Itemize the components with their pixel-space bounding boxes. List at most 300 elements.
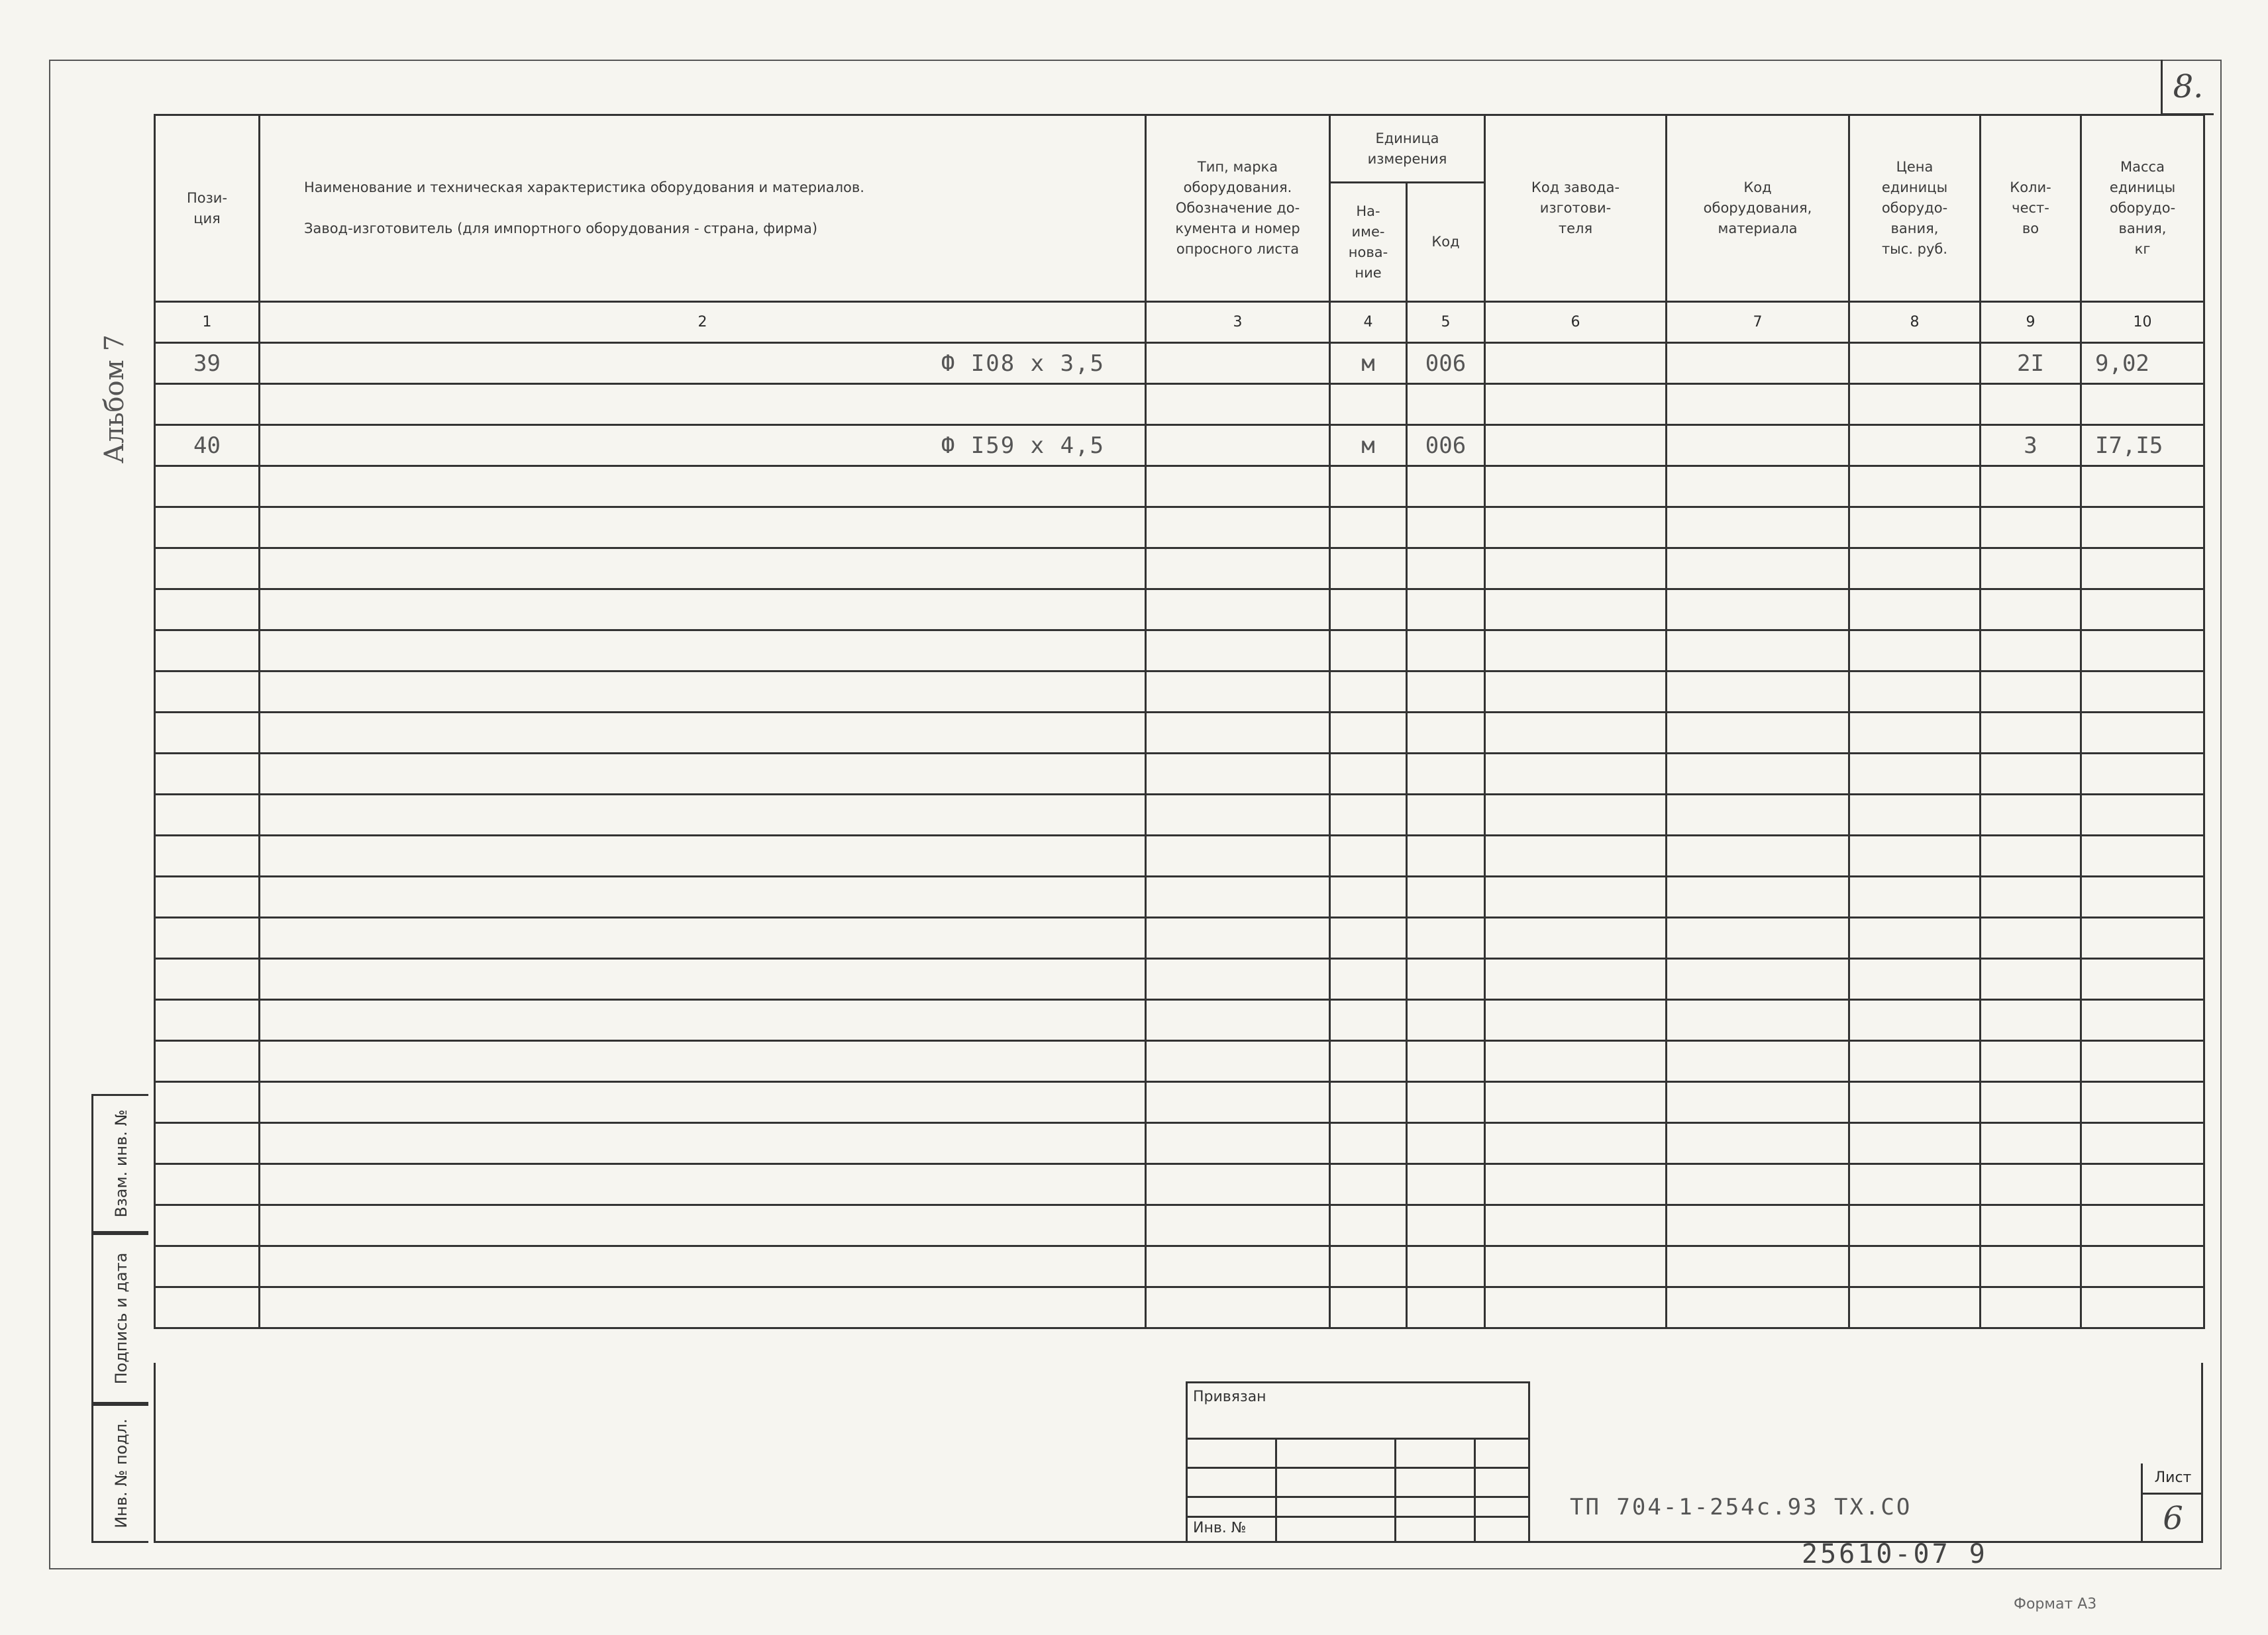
empty-cell — [1849, 1000, 1981, 1041]
empty-cell — [155, 959, 260, 1000]
empty-cell — [155, 1082, 260, 1123]
cell-unit: м — [1330, 343, 1407, 384]
cell-mass: I7,I5 — [2081, 425, 2204, 466]
empty-cell — [1667, 1164, 1849, 1205]
privyazan-block — [1186, 1381, 1530, 1543]
sheet-box — [2141, 1463, 2203, 1543]
header-price: Цена единицы оборудо- вания, тыс. руб. — [1849, 115, 1981, 302]
empty-cell — [1849, 918, 1981, 959]
empty-cell — [1485, 630, 1667, 671]
privyazan-rule — [1188, 1467, 1528, 1469]
empty-cell — [1407, 877, 1485, 918]
privyazan-rule — [1188, 1496, 1528, 1498]
cell-name: Ф I59 x 4,5 — [260, 425, 1146, 466]
table-row — [155, 507, 2204, 548]
column-number: 7 — [1667, 302, 1849, 343]
empty-cell — [1330, 548, 1407, 589]
column-number: 10 — [2081, 302, 2204, 343]
empty-cell — [1407, 713, 1485, 754]
empty-cell — [155, 507, 260, 548]
sheet-top-number: 8. — [2173, 68, 2204, 105]
empty-cell — [1849, 1041, 1981, 1082]
empty-cell — [1146, 918, 1330, 959]
empty-cell — [1330, 1164, 1407, 1205]
empty-cell — [1146, 795, 1330, 836]
empty-cell — [1667, 548, 1849, 589]
empty-cell — [1146, 1000, 1330, 1041]
empty-cell — [1849, 1164, 1981, 1205]
empty-cell — [155, 1246, 260, 1287]
cell-quantity — [1981, 384, 2081, 425]
specification-table — [154, 114, 2205, 1329]
empty-cell — [155, 1287, 260, 1328]
cell-name — [260, 384, 1146, 425]
vzam-inv-cell — [91, 1094, 148, 1233]
empty-cell — [155, 1164, 260, 1205]
table-row — [155, 425, 2204, 466]
empty-cell — [1485, 918, 1667, 959]
empty-cell — [1407, 589, 1485, 630]
empty-cell — [1330, 959, 1407, 1000]
empty-cell — [1146, 713, 1330, 754]
empty-cell — [1849, 671, 1981, 713]
empty-cell — [1485, 466, 1667, 507]
empty-cell — [1981, 589, 2081, 630]
empty-cell — [155, 1041, 260, 1082]
cell-type — [1146, 384, 1330, 425]
empty-cell — [155, 836, 260, 877]
table-row — [155, 1205, 2204, 1246]
empty-cell — [1849, 959, 1981, 1000]
empty-cell — [155, 1205, 260, 1246]
empty-cell — [1485, 1082, 1667, 1123]
empty-cell — [1981, 630, 2081, 671]
empty-cell — [2081, 1041, 2204, 1082]
empty-cell — [1146, 671, 1330, 713]
empty-cell — [1407, 1205, 1485, 1246]
empty-cell — [1485, 1246, 1667, 1287]
empty-cell — [1485, 1041, 1667, 1082]
privyazan-divider — [1275, 1438, 1277, 1543]
cell-mass: 9,02 — [2081, 343, 2204, 384]
empty-cell — [1407, 1041, 1485, 1082]
empty-cell — [1981, 548, 2081, 589]
empty-cell — [2081, 630, 2204, 671]
empty-cell — [260, 713, 1146, 754]
cell-unit: м — [1330, 425, 1407, 466]
empty-cell — [1981, 1287, 2081, 1328]
empty-cell — [1667, 1205, 1849, 1246]
empty-cell — [2081, 1246, 2204, 1287]
cell-factory-code — [1485, 425, 1667, 466]
empty-cell — [1981, 1205, 2081, 1246]
empty-cell — [1330, 754, 1407, 795]
empty-cell — [1330, 795, 1407, 836]
empty-cell — [1330, 713, 1407, 754]
empty-cell — [1407, 959, 1485, 1000]
header-quantity: Коли- чест- во — [1981, 115, 2081, 302]
empty-cell — [1407, 1000, 1485, 1041]
empty-cell — [1667, 877, 1849, 918]
cell-quantity: 3 — [1981, 425, 2081, 466]
inv-podl-label: Инв. № подл. — [111, 1418, 130, 1528]
column-number: 1 — [155, 302, 260, 343]
empty-cell — [155, 918, 260, 959]
empty-cell — [1146, 1123, 1330, 1164]
table-row — [155, 343, 2204, 384]
column-number: 6 — [1485, 302, 1667, 343]
empty-cell — [1849, 1123, 1981, 1164]
privyazan-rule — [1188, 1438, 1528, 1440]
empty-cell — [2081, 507, 2204, 548]
empty-cell — [155, 630, 260, 671]
empty-cell — [1485, 836, 1667, 877]
cell-price — [1849, 343, 1981, 384]
cell-unit-code: 006 — [1407, 425, 1485, 466]
cell-price — [1849, 384, 1981, 425]
empty-cell — [1485, 795, 1667, 836]
column-number: 8 — [1849, 302, 1981, 343]
header-position: Пози- ция — [155, 115, 260, 302]
empty-cell — [1330, 671, 1407, 713]
table-row — [155, 1123, 2204, 1164]
empty-cell — [1849, 466, 1981, 507]
empty-cell — [1981, 507, 2081, 548]
header-factory-code: Код завода- изготови- теля — [1485, 115, 1667, 302]
empty-cell — [260, 1082, 1146, 1123]
empty-cell — [260, 836, 1146, 877]
cell-factory-code — [1485, 384, 1667, 425]
empty-cell — [155, 466, 260, 507]
empty-cell — [260, 877, 1146, 918]
empty-cell — [2081, 795, 2204, 836]
table-row — [155, 1287, 2204, 1328]
empty-cell — [1146, 1164, 1330, 1205]
empty-cell — [1981, 1082, 2081, 1123]
empty-cell — [1849, 1205, 1981, 1246]
format-label: Формат А3 — [2014, 1596, 2097, 1612]
table-row — [155, 548, 2204, 589]
empty-cell — [1146, 754, 1330, 795]
empty-cell — [260, 754, 1146, 795]
sheet-number: 6 — [2163, 1500, 2183, 1537]
empty-cell — [1146, 959, 1330, 1000]
document-code: ТП 704-1-254с.93 ТХ.СО — [1570, 1494, 1912, 1520]
empty-cell — [155, 589, 260, 630]
empty-cell — [260, 507, 1146, 548]
table-row — [155, 754, 2204, 795]
header-mass: Масса единицы оборудо- вания, кг — [2081, 115, 2204, 302]
cell-name: Ф I08 x 3,5 — [260, 343, 1146, 384]
empty-cell — [1667, 1287, 1849, 1328]
empty-cell — [1981, 877, 2081, 918]
empty-cell — [155, 1000, 260, 1041]
empty-cell — [2081, 1287, 2204, 1328]
empty-cell — [1330, 918, 1407, 959]
empty-cell — [1407, 630, 1485, 671]
empty-cell — [1407, 466, 1485, 507]
empty-cell — [2081, 589, 2204, 630]
header-equipment-code: Код оборудования, материала — [1667, 115, 1849, 302]
empty-cell — [1330, 466, 1407, 507]
table-row — [155, 836, 2204, 877]
column-number: 4 — [1330, 302, 1407, 343]
empty-cell — [1981, 1246, 2081, 1287]
empty-cell — [1485, 1123, 1667, 1164]
empty-cell — [1667, 671, 1849, 713]
empty-cell — [1330, 1246, 1407, 1287]
table-row — [155, 918, 2204, 959]
empty-cell — [1849, 713, 1981, 754]
empty-cell — [1407, 795, 1485, 836]
empty-cell — [1407, 1164, 1485, 1205]
empty-cell — [2081, 836, 2204, 877]
empty-cell — [1485, 877, 1667, 918]
empty-cell — [260, 1205, 1146, 1246]
empty-cell — [1667, 713, 1849, 754]
cell-position — [155, 384, 260, 425]
table-row — [155, 589, 2204, 630]
inv-no-label: Инв. № — [1193, 1520, 1247, 1536]
empty-cell — [1667, 589, 1849, 630]
empty-cell — [1407, 918, 1485, 959]
table-row — [155, 1246, 2204, 1287]
empty-cell — [1667, 466, 1849, 507]
header-unit-group: Единица измерения — [1330, 115, 1485, 183]
empty-cell — [2081, 877, 2204, 918]
table-row — [155, 959, 2204, 1000]
empty-cell — [1330, 1205, 1407, 1246]
empty-cell — [1146, 1082, 1330, 1123]
empty-cell — [260, 959, 1146, 1000]
empty-cell — [1485, 1287, 1667, 1328]
empty-cell — [260, 630, 1146, 671]
table-row — [155, 1082, 2204, 1123]
cell-position: 40 — [155, 425, 260, 466]
empty-cell — [1485, 548, 1667, 589]
empty-cell — [260, 1123, 1146, 1164]
empty-cell — [2081, 1000, 2204, 1041]
cell-factory-code — [1485, 343, 1667, 384]
empty-cell — [1849, 1246, 1981, 1287]
empty-cell — [1407, 1287, 1485, 1328]
empty-cell — [1146, 548, 1330, 589]
empty-cell — [1330, 1287, 1407, 1328]
empty-cell — [155, 795, 260, 836]
column-number: 2 — [260, 302, 1146, 343]
table-row — [155, 795, 2204, 836]
empty-cell — [1667, 1041, 1849, 1082]
empty-cell — [2081, 1205, 2204, 1246]
empty-cell — [1849, 630, 1981, 671]
empty-cell — [1407, 1246, 1485, 1287]
empty-cell — [1485, 959, 1667, 1000]
empty-cell — [1146, 836, 1330, 877]
empty-cell — [1330, 1041, 1407, 1082]
empty-cell — [1330, 507, 1407, 548]
empty-cell — [1407, 671, 1485, 713]
empty-cell — [1981, 1164, 2081, 1205]
cell-unit — [1330, 384, 1407, 425]
empty-cell — [155, 671, 260, 713]
empty-cell — [1667, 1000, 1849, 1041]
empty-cell — [2081, 1082, 2204, 1123]
sheet-label: Лист — [2143, 1463, 2203, 1495]
empty-cell — [1485, 1205, 1667, 1246]
podpis-data-cell — [91, 1233, 148, 1404]
empty-cell — [2081, 1123, 2204, 1164]
empty-cell — [1407, 1123, 1485, 1164]
empty-cell — [1485, 671, 1667, 713]
cell-position: 39 — [155, 343, 260, 384]
empty-cell — [2081, 671, 2204, 713]
empty-cell — [1981, 1000, 2081, 1041]
column-number: 9 — [1981, 302, 2081, 343]
empty-cell — [1485, 1164, 1667, 1205]
empty-cell — [260, 1164, 1146, 1205]
empty-cell — [1407, 1082, 1485, 1123]
header-unit-code: Код — [1407, 183, 1485, 302]
table-row — [155, 1164, 2204, 1205]
empty-cell — [1849, 836, 1981, 877]
empty-cell — [1146, 630, 1330, 671]
empty-cell — [260, 548, 1146, 589]
empty-cell — [1407, 836, 1485, 877]
empty-cell — [260, 589, 1146, 630]
empty-cell — [1849, 548, 1981, 589]
empty-cell — [1981, 713, 2081, 754]
empty-cell — [1981, 795, 2081, 836]
table-row — [155, 384, 2204, 425]
empty-cell — [1849, 795, 1981, 836]
empty-cell — [2081, 754, 2204, 795]
empty-cell — [1485, 1000, 1667, 1041]
empty-cell — [1667, 754, 1849, 795]
empty-cell — [1667, 959, 1849, 1000]
empty-cell — [2081, 959, 2204, 1000]
empty-cell — [1146, 877, 1330, 918]
empty-cell — [1667, 630, 1849, 671]
empty-cell — [1330, 630, 1407, 671]
empty-cell — [155, 548, 260, 589]
privyazan-divider — [1394, 1438, 1396, 1543]
empty-cell — [1330, 1082, 1407, 1123]
empty-cell — [2081, 548, 2204, 589]
empty-cell — [1146, 1287, 1330, 1328]
empty-cell — [1667, 918, 1849, 959]
inventory-number: 25610-07 9 — [1802, 1539, 1988, 1569]
empty-cell — [1407, 507, 1485, 548]
empty-cell — [1407, 548, 1485, 589]
empty-cell — [1330, 589, 1407, 630]
empty-cell — [1667, 507, 1849, 548]
header-type: Тип, марка оборудования. Обозначение до- кумента и номер опросного листа — [1146, 115, 1330, 302]
cell-equipment-code — [1667, 384, 1849, 425]
empty-cell — [1146, 1246, 1330, 1287]
empty-cell — [1981, 466, 2081, 507]
header-name: Наименование и техническая характеристика оборудования и материалов. Завод-изготовитель (для импортного оборудования - страна, фирма) — [260, 115, 1146, 302]
empty-cell — [1981, 754, 2081, 795]
privyazan-rule — [1188, 1516, 1528, 1518]
empty-cell — [2081, 918, 2204, 959]
podpis-data-label: Подпись и дата — [111, 1252, 130, 1385]
column-number-row — [155, 302, 2204, 343]
empty-cell — [155, 754, 260, 795]
empty-cell — [1330, 1000, 1407, 1041]
empty-cell — [1407, 754, 1485, 795]
empty-cell — [260, 1287, 1146, 1328]
vzam-inv-label: Взам. инв. № — [111, 1109, 130, 1218]
empty-cell — [1849, 1082, 1981, 1123]
empty-cell — [1667, 1123, 1849, 1164]
empty-cell — [1485, 589, 1667, 630]
empty-cell — [1981, 836, 2081, 877]
cell-equipment-code — [1667, 343, 1849, 384]
empty-cell — [1981, 1041, 2081, 1082]
cell-unit-code: 006 — [1407, 343, 1485, 384]
empty-cell — [1849, 507, 1981, 548]
table-row — [155, 630, 2204, 671]
cell-quantity: 2I — [1981, 343, 2081, 384]
empty-cell — [1485, 713, 1667, 754]
empty-cell — [1667, 795, 1849, 836]
empty-cell — [1667, 1082, 1849, 1123]
cell-type — [1146, 425, 1330, 466]
empty-cell — [1981, 1123, 2081, 1164]
privyazan-divider — [1474, 1438, 1476, 1543]
empty-cell — [1146, 589, 1330, 630]
album-label: Альбом 7 — [99, 334, 130, 464]
empty-cell — [260, 1000, 1146, 1041]
empty-cell — [260, 466, 1146, 507]
empty-cell — [1146, 1041, 1330, 1082]
empty-cell — [155, 1123, 260, 1164]
empty-cell — [155, 877, 260, 918]
empty-cell — [1981, 959, 2081, 1000]
empty-cell — [2081, 466, 2204, 507]
empty-cell — [1485, 754, 1667, 795]
column-number: 3 — [1146, 302, 1330, 343]
empty-cell — [1330, 1123, 1407, 1164]
column-number: 5 — [1407, 302, 1485, 343]
empty-cell — [260, 795, 1146, 836]
empty-cell — [1485, 507, 1667, 548]
cell-type — [1146, 343, 1330, 384]
empty-cell — [1981, 671, 2081, 713]
empty-cell — [1146, 507, 1330, 548]
cell-mass — [2081, 384, 2204, 425]
inv-podl-cell — [91, 1404, 148, 1543]
sheet-number-box — [2161, 60, 2214, 115]
empty-cell — [1667, 836, 1849, 877]
empty-cell — [1667, 1246, 1849, 1287]
empty-cell — [260, 918, 1146, 959]
empty-cell — [2081, 1164, 2204, 1205]
cell-price — [1849, 425, 1981, 466]
empty-cell — [260, 1041, 1146, 1082]
empty-cell — [1146, 466, 1330, 507]
empty-cell — [1849, 1287, 1981, 1328]
empty-cell — [1146, 1205, 1330, 1246]
table-row — [155, 671, 2204, 713]
header-unit-name: На- име- нова- ние — [1330, 183, 1407, 302]
empty-cell — [1849, 754, 1981, 795]
table-row — [155, 713, 2204, 754]
table-row — [155, 877, 2204, 918]
empty-cell — [1981, 918, 2081, 959]
empty-cell — [1330, 877, 1407, 918]
table-row — [155, 466, 2204, 507]
